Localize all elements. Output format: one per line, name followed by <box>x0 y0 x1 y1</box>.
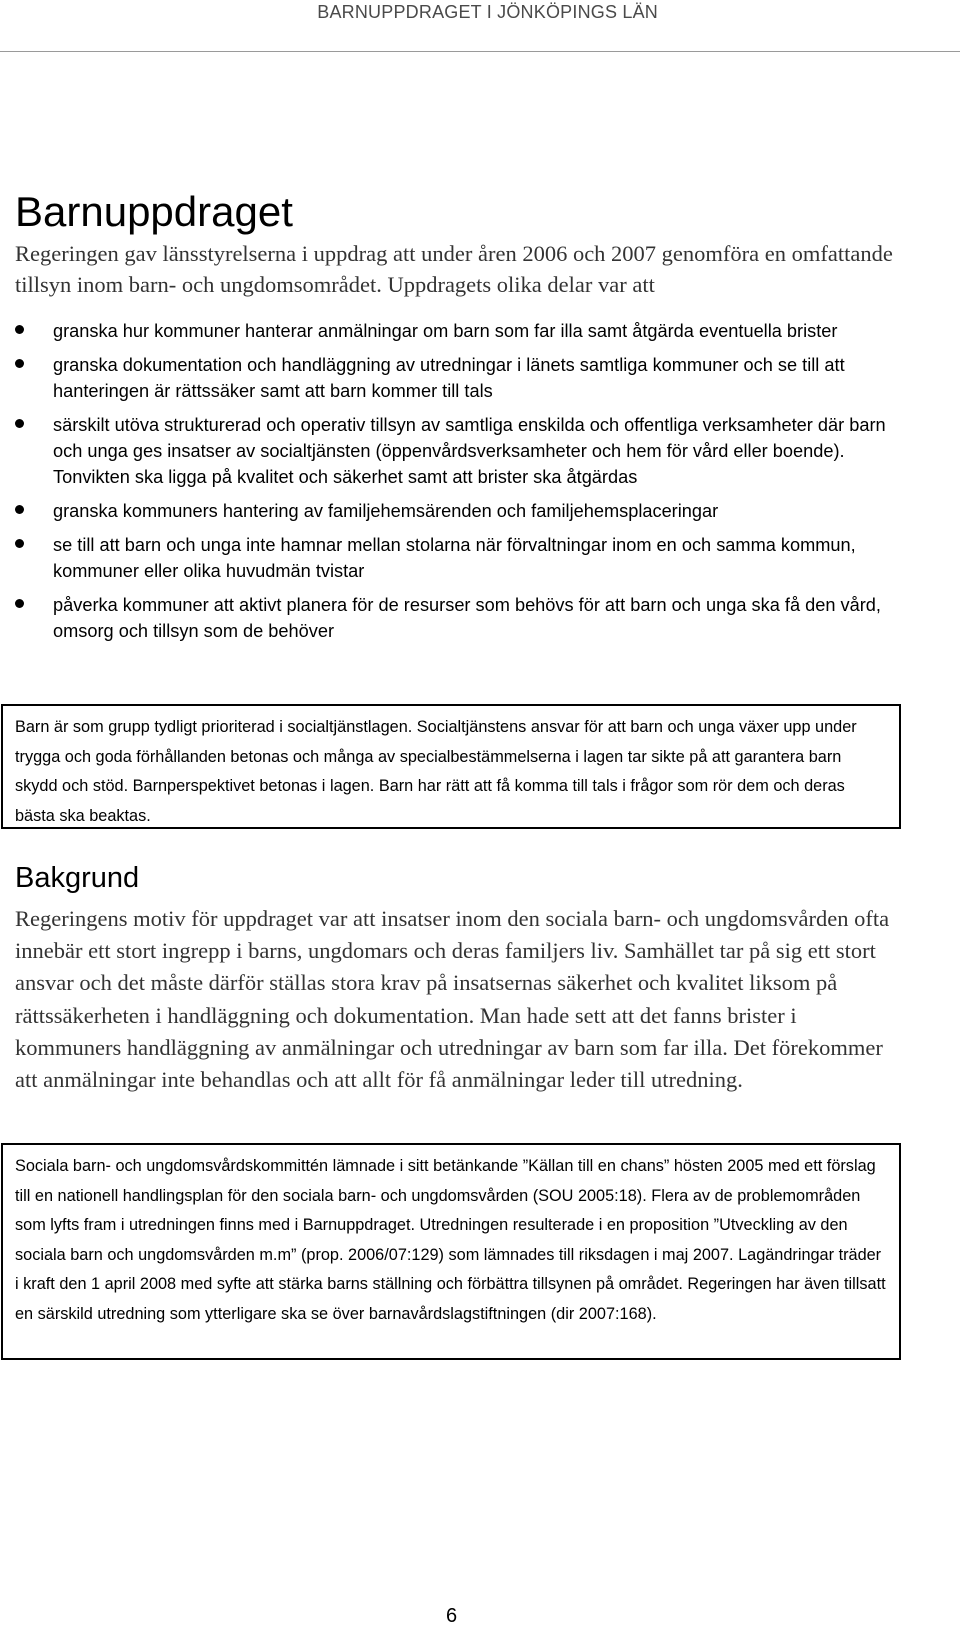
list-item-text: granska hur kommuner hanterar anmälningar om barn som far illa samt åtgärda eventuella brister <box>53 321 838 341</box>
list-item <box>15 352 915 404</box>
list-item-text: särskilt utöva strukturerad och operativ tillsyn av samtliga enskilda och offentliga verksamheter där barn och unga ges insatser av socialtjänsten (öppenvårdsverksamheter och hem för vård eller boende). Tonvikten ska ligga på kvalitet och säkerhet samt att brister ska åtgärdas <box>53 415 886 487</box>
fact-box-kommitten <box>1 1143 901 1360</box>
page-number: 6 <box>446 1605 458 1627</box>
list-item <box>15 592 915 644</box>
list-item <box>15 532 915 584</box>
task-list <box>15 318 915 644</box>
intro-paragraph: Regeringen gav länsstyrelserna i uppdrag att under åren 2006 och 2007 genomföra en omfattande tillsyn inom barn- och ungdomsområdet. Uppdragets olika delar var att <box>15 241 893 297</box>
list-item-text: granska dokumentation och handläggning av utredningar i länets samtliga kommuner och se till att hanteringen är rättssäker samt att barn kommer till tals <box>53 355 845 401</box>
bullet-icon <box>15 359 24 368</box>
running-header <box>0 0 960 52</box>
running-header-title: BARNUPPDRAGET I JÖNKÖPINGS LÄN <box>317 2 658 22</box>
list-item-text: påverka kommuner att aktivt planera för de resurser som behövs för att barn och unga ska få den vård, omsorg och tillsyn som de behöver <box>53 595 881 641</box>
bullet-icon <box>15 325 24 334</box>
fact-box-text: Barn är som grupp tydligt prioriterad i socialtjänstlagen. Socialtjänstens ansvar för att barn och unga växer upp under trygga och goda förhållanden betonas och många av specialbestämmelserna i lagen tar sikte på att garantera barn skydd och stöd. Barnperspektivet betonas i lagen. Barn har rätt att få komma till tals i frågor som rör dem och deras bästa ska beaktas. <box>15 718 857 825</box>
list-item-text: se till att barn och unga inte hamnar mellan stolarna när förvaltningar inom en och samma kommun, kommuner eller olika huvudmän tvistar <box>53 535 856 581</box>
section-barnuppdraget <box>15 188 915 644</box>
bullet-icon <box>15 505 24 514</box>
section-title-barnuppdraget: Barnuppdraget <box>15 188 293 235</box>
bullet-icon <box>15 599 24 608</box>
list-item <box>15 318 915 344</box>
bullet-icon <box>15 539 24 548</box>
bullet-icon <box>15 419 24 428</box>
list-item <box>15 412 915 490</box>
section-title-bakgrund: Bakgrund <box>15 862 140 894</box>
bakgrund-paragraph: Regeringens motiv för uppdraget var att insatser inom den sociala barn- och ungdomsvården ofta innebär ett stort ingrepp i barns, ungdomars och deras familjers liv. Samhället tar på sig ett stort ansvar och det måste därför ställas stora krav på insatsernas säkerhet och kvalitet liksom på rättssäkerheten i handläggning och dokumentation. Man hade sett att det fanns brister i kommuners handläggning av anmälningar och utredningar av barn som far illa. Det förekommer att anmälningar inte behandlas och att allt för få anmälningar leder till utredning. <box>15 906 890 1093</box>
list-item-text: granska kommuners hantering av familjehemsärenden och familjehemsplaceringar <box>53 501 719 521</box>
fact-box-text: Sociala barn- och ungdomsvårdskommittén lämnade i sitt betänkande ”Källan till en chans” hösten 2005 med ett förslag till en nationell handlingsplan för den sociala barn- och ungdomsvården (SOU 2005:18). Flera av de problemområden som lyfts fram i utredningen finns med i Barnuppdraget. Utredningen resulterade i en proposition ”Utveckling av den sociala barn och ungdomsvården m.m” (prop. 2006/07:129) som lämnades till riksdagen i maj 2007. Lagändringar träder i kraft den 1 april 2008 med syfte att stärka barns ställning och förbättra tillsynen på området. Regeringen har även tillsatt en särskild utredning som ytterligare ska se över barnavårdslagstiftningen (dir 2007:168). <box>15 1157 886 1323</box>
list-item <box>15 498 915 524</box>
fact-box-socialtjanstlagen <box>1 704 901 829</box>
